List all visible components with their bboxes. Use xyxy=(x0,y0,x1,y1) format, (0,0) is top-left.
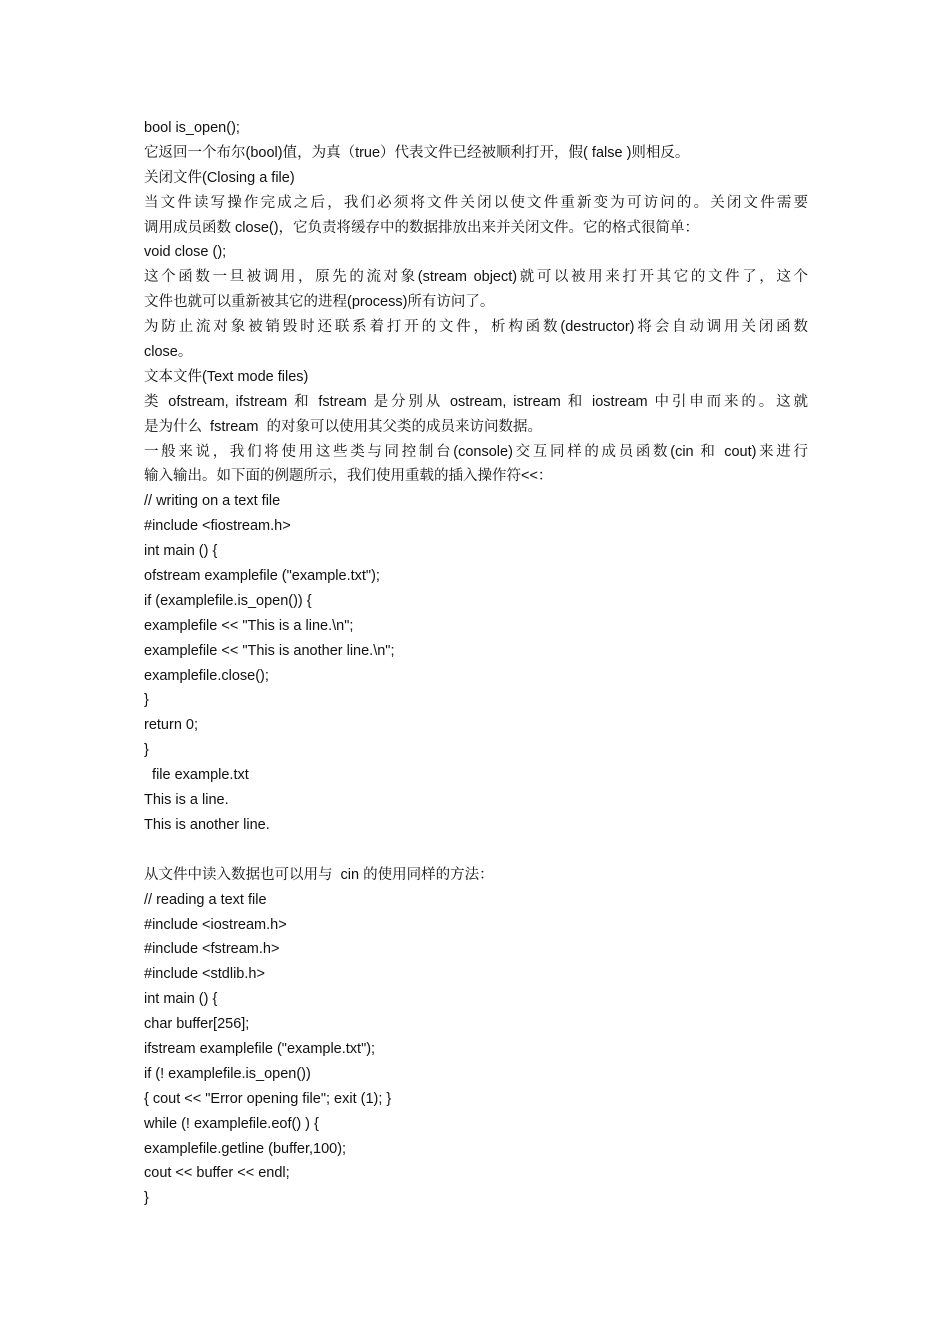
code-line: examplefile.getline (buffer,100); xyxy=(144,1140,347,1157)
text-line: close。 xyxy=(144,344,193,361)
text-line: 输入输出。如下面的例题所示，我们使用重载的插入操作符<<： xyxy=(144,468,553,485)
text-line: 为防止流对象被销毁时还联系着打开的文件，析构函数(destructor)将会自动调用关闭函数 xyxy=(144,319,808,336)
text-line: This is another line. xyxy=(144,816,270,833)
code-line: ifstream examplefile ("example.txt"); xyxy=(144,1040,376,1057)
text-line: 文件也就可以重新被其它的进程(process)所有访问了。 xyxy=(144,294,495,311)
blank-line xyxy=(144,838,808,863)
text-line: This is a line. xyxy=(144,792,229,809)
code-line: } xyxy=(144,742,149,759)
code-line: cout << buffer << endl; xyxy=(144,1165,290,1182)
code-line: } xyxy=(144,692,149,709)
code-line: int main () { xyxy=(144,543,218,560)
code-line: examplefile << "This is a line.\n"; xyxy=(144,617,354,634)
code-line: char buffer[256]; xyxy=(144,1016,250,1033)
text-line: 调用成员函数 close()，它负责将缓存中的数据排放出来并关闭文件。它的格式很简单： xyxy=(144,219,700,236)
text-line: 类 ofstream, ifstream 和 fstream 是分别从 ostream, istream 和 iostream 中引申而来的。这就 xyxy=(144,393,808,410)
section-heading: 关闭文件(Closing a file) xyxy=(144,169,295,186)
text-line: 从文件中读入数据也可以用与 cin 的使用同样的方法： xyxy=(144,866,494,883)
code-line: return 0; xyxy=(144,717,198,734)
code-line: int main () { xyxy=(144,991,218,1008)
code-line: // writing on a text file xyxy=(144,493,281,510)
code-line: { cout << "Error opening file"; exit (1); } xyxy=(144,1090,392,1107)
code-line: if (! examplefile.is_open()) xyxy=(144,1065,311,1082)
code-line: #include <fiostream.h> xyxy=(144,518,291,535)
code-line: examplefile << "This is another line.\n"; xyxy=(144,642,395,659)
code-line: void close (); xyxy=(144,244,227,261)
text-line: 当文件读写操作完成之后，我们必须将文件关闭以使文件重新变为可访问的。关闭文件需要 xyxy=(144,194,808,211)
code-line: if (examplefile.is_open()) { xyxy=(144,592,312,609)
code-line: while (! examplefile.eof() ) { xyxy=(144,1115,319,1132)
code-line: examplefile.close(); xyxy=(144,667,269,684)
text-line: 一般来说，我们将使用这些类与同控制台(console)交互同样的成员函数(cin 和 cout)来进行 xyxy=(144,443,808,460)
section-heading: 文本文件(Text mode files) xyxy=(144,368,309,385)
text-line: 这个函数一旦被调用，原先的流对象(stream object)就可以被用来打开其它的文件了，这个 xyxy=(144,269,808,286)
text-line: 是为什么 fstream 的对象可以使用其父类的成员来访问数据。 xyxy=(144,418,542,435)
code-line: ofstream examplefile ("example.txt"); xyxy=(144,568,380,585)
text-line: bool is_open(); xyxy=(144,120,240,136)
text-line: 它返回一个布尔(bool)值，为真（true）代表文件已经被顺利打开，假( false )则相反。 xyxy=(144,144,690,161)
document-page xyxy=(144,116,808,1211)
code-line: // reading a text file xyxy=(144,891,267,908)
code-line: #include <fstream.h> xyxy=(144,941,280,958)
text-line: file example.txt xyxy=(144,767,249,784)
code-line: #include <stdlib.h> xyxy=(144,966,265,983)
code-line: #include <iostream.h> xyxy=(144,916,287,933)
code-line: } xyxy=(144,1190,149,1207)
